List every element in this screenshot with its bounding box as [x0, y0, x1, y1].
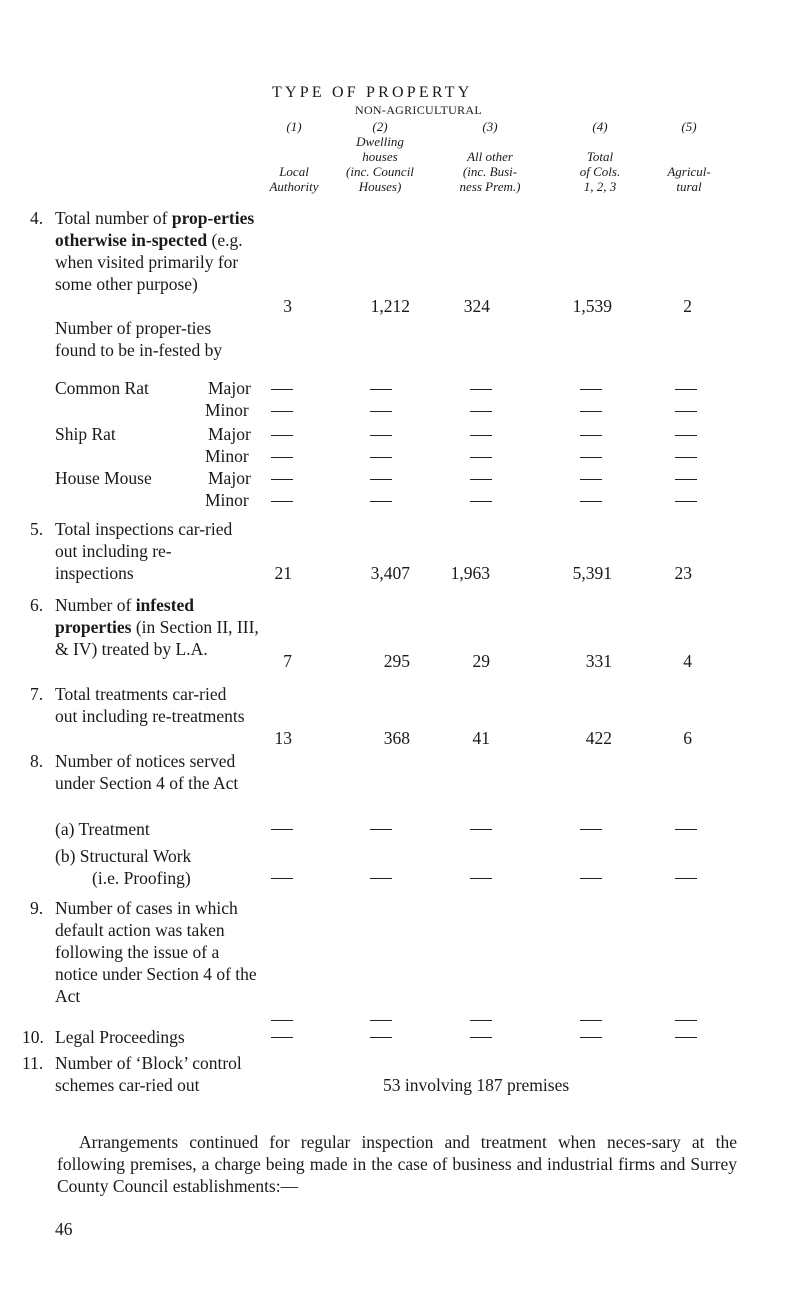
column-2-line3: (inc. Council — [346, 164, 414, 179]
dash — [470, 411, 492, 412]
dash — [370, 1020, 392, 1021]
dash — [370, 829, 392, 830]
dash — [470, 457, 492, 458]
column-5-head — [650, 119, 728, 194]
dash — [580, 1020, 602, 1021]
column-3-head — [440, 119, 540, 194]
dash — [675, 457, 697, 458]
dash — [370, 878, 392, 879]
common-rat-major-label: Major — [208, 378, 251, 398]
row-6-number: 6. — [30, 595, 44, 615]
row-6-col-1: 7 — [283, 651, 292, 671]
column-5-line3: Agricul- — [667, 164, 711, 179]
dash — [675, 411, 697, 412]
column-5-number: (5) — [681, 119, 697, 134]
table-subtitle: NON-AGRICULTURAL — [355, 103, 483, 117]
dash — [580, 501, 602, 502]
row-6-text-a: Number of — [55, 595, 136, 615]
row-6-col-2: 295 — [383, 651, 410, 671]
dash — [470, 501, 492, 502]
row-6-label — [55, 594, 265, 660]
row-5-col-2: 3,407 — [370, 563, 410, 583]
dash — [470, 1020, 492, 1021]
row-7-col-2: 368 — [383, 728, 410, 748]
column-4-head — [555, 119, 645, 194]
row-5-col-3: 1,963 — [450, 563, 490, 583]
column-5-line4: tural — [676, 179, 702, 194]
row-10-number: 10. — [22, 1027, 44, 1047]
dash — [271, 389, 293, 390]
column-5-line2 — [650, 149, 728, 164]
dash — [271, 1020, 293, 1021]
row-11-summary: 53 involving 187 premises — [383, 1075, 570, 1095]
dash — [271, 501, 293, 502]
row-10-label: Legal Proceedings — [55, 1027, 185, 1047]
column-3-number: (3) — [482, 119, 498, 134]
dash — [580, 411, 602, 412]
common-rat-label: Common Rat — [55, 378, 149, 398]
row-6-text-b: (in Section II, III, & IV) treated by L.A. — [55, 617, 259, 659]
house-mouse-major-label: Major — [208, 468, 251, 488]
row-4-col-5: 2 — [683, 296, 692, 316]
row-7-col-3: 41 — [472, 728, 490, 748]
dash — [470, 479, 492, 480]
column-3-line4: ness Prem.) — [459, 179, 521, 194]
dash — [675, 435, 697, 436]
dash — [580, 389, 602, 390]
column-2-line4: Houses) — [358, 179, 402, 194]
row-7-number: 7. — [30, 684, 44, 704]
dash — [675, 389, 697, 390]
dash — [675, 501, 697, 502]
row-6-col-4: 331 — [585, 651, 612, 671]
row-4-number: 4. — [30, 208, 44, 228]
dash — [675, 479, 697, 480]
dash — [271, 878, 293, 879]
column-2-number: (2) — [372, 119, 388, 134]
dash — [470, 1037, 492, 1038]
dash — [370, 435, 392, 436]
row-5-label: Total inspections car-ried out including re-inspections — [55, 519, 233, 583]
dash — [675, 1037, 697, 1038]
row-7-col-1: 13 — [274, 728, 292, 748]
dash — [271, 411, 293, 412]
row-11-label: Number of ‘Block’ control schemes car-ried out — [55, 1053, 242, 1095]
common-rat-minor-label: Minor — [205, 400, 249, 420]
dash — [675, 878, 697, 879]
column-3-line2: All other — [467, 149, 513, 164]
dash — [675, 829, 697, 830]
dash — [370, 411, 392, 412]
column-1-line1 — [257, 134, 331, 149]
dash — [370, 389, 392, 390]
house-mouse-minor-label: Minor — [205, 490, 249, 510]
dash — [580, 479, 602, 480]
dash — [580, 878, 602, 879]
dash — [271, 435, 293, 436]
column-5-line1 — [650, 134, 728, 149]
row-11-number: 11. — [22, 1053, 44, 1073]
column-4-line3: of Cols. — [579, 164, 621, 179]
row-4-col-1: 3 — [283, 296, 292, 316]
row-4-col-2: 1,212 — [370, 296, 410, 316]
ship-rat-label: Ship Rat — [55, 424, 116, 444]
row-8b-label-2: (i.e. Proofing) — [92, 868, 191, 888]
row-7-col-5: 6 — [683, 728, 692, 748]
dash — [370, 457, 392, 458]
row-4-text-bold: prop-erties otherwise in-spected — [55, 208, 255, 250]
row-5-col-4: 5,391 — [572, 563, 612, 583]
column-3-line1 — [440, 134, 540, 149]
dash — [271, 1037, 293, 1038]
page-number: 46 — [55, 1219, 73, 1239]
column-1-number: (1) — [286, 119, 302, 134]
footer-paragraph: Arrangements continued for regular inspection and treatment when neces-sary at the following premises, a charge being made in the case of business and industrial firms and Surrey County Council establishments:— — [57, 1132, 737, 1196]
dash — [370, 479, 392, 480]
row-8-number: 8. — [30, 751, 44, 771]
row-8b-label: (b) Structural Work — [55, 846, 192, 866]
dash — [470, 829, 492, 830]
dash — [580, 457, 602, 458]
row-6-col-3: 29 — [472, 651, 490, 671]
row-7-label: Total treatments car-ried out including re-treatments — [55, 684, 245, 726]
row-4-col-4: 1,539 — [572, 296, 612, 316]
row-4-text-b: (e.g. when visited primarily for some other purpose) — [55, 230, 243, 294]
dash — [580, 1037, 602, 1038]
dash — [470, 435, 492, 436]
dash — [580, 829, 602, 830]
row-6-text-bold: infested properties — [55, 595, 195, 637]
dash — [370, 501, 392, 502]
row-8a-label: (a) Treatment — [55, 819, 150, 839]
row-5-number: 5. — [30, 519, 44, 539]
row-4-text-a: Total number of — [55, 208, 172, 228]
table-title: TYPE OF PROPERTY — [272, 84, 473, 101]
column-4-line1 — [555, 134, 645, 149]
column-4-number: (4) — [592, 119, 608, 134]
dash — [470, 389, 492, 390]
column-1-line3: Local — [279, 164, 309, 179]
column-2-head — [325, 119, 435, 194]
column-1-line4: Authority — [269, 179, 319, 194]
row-5-col-1: 21 — [274, 563, 292, 583]
ship-rat-minor-label: Minor — [205, 446, 249, 466]
row-9-label: Number of cases in which default action was taken following the issue of a notice under Section 4 of the Act — [55, 898, 257, 1006]
house-mouse-label: House Mouse — [55, 468, 152, 488]
dash — [271, 479, 293, 480]
column-1-head — [257, 119, 331, 194]
dash — [580, 435, 602, 436]
column-4-line2: Total — [586, 149, 614, 164]
row-5-col-5: 23 — [674, 563, 692, 583]
row-4-col-3: 324 — [463, 296, 490, 316]
column-3-line3: (inc. Busi- — [462, 164, 518, 179]
dash — [470, 878, 492, 879]
infested-label: Number of proper-ties found to be in-fested by — [55, 318, 223, 360]
dash — [675, 1020, 697, 1021]
dash — [271, 829, 293, 830]
row-8-label: Number of notices served under Section 4 of the Act — [55, 751, 239, 793]
column-4-line4: 1, 2, 3 — [583, 179, 617, 194]
row-6-col-5: 4 — [683, 651, 692, 671]
column-2-line2: houses — [362, 149, 398, 164]
dash — [271, 457, 293, 458]
column-2-line1: Dwelling — [356, 134, 404, 149]
ship-rat-major-label: Major — [208, 424, 251, 444]
column-1-line2 — [257, 149, 331, 164]
row-9-number: 9. — [30, 898, 44, 918]
row-7-col-4: 422 — [585, 728, 612, 748]
dash — [370, 1037, 392, 1038]
row-4-label — [55, 207, 265, 295]
